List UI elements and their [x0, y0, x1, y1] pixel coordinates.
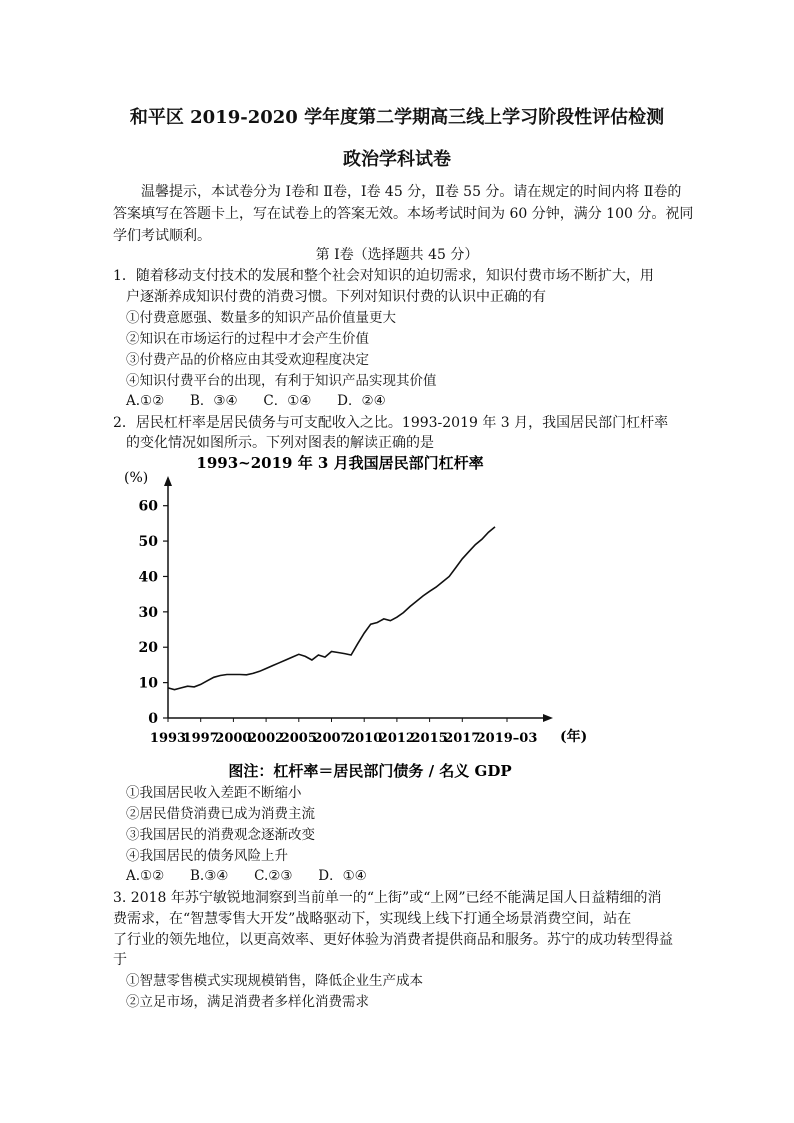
q1-option-1: ①付费意愿强、数量多的知识产品价值量更大 — [126, 310, 396, 326]
q2-option-2: ②居民借贷消费已成为消费主流 — [126, 806, 315, 822]
page-title: 和平区 2019-2020 学年度第二学期高三线上学习阶段性评估检测 — [129, 107, 665, 128]
y-tick-label: 40 — [138, 569, 158, 586]
q3-stem-line-1: 3. 2018 年苏宁敏锐地洞察到当前单一的“上街”或“上网”已经不能满足国人日益精细的消 — [113, 890, 662, 906]
intro-line-3: 学们考试顺利。 — [113, 228, 211, 244]
x-axis-arrow — [543, 714, 553, 722]
q2-option-4: ④我国居民的债务风险上升 — [126, 848, 288, 864]
x-tick-label: 1993 — [149, 731, 187, 746]
q3-option-2: ②立足市场，满足消费者多样化消费需求 — [126, 994, 369, 1010]
q1-option-3: ③付费产品的价格应由其受欢迎程度决定 — [126, 352, 369, 368]
q1-stem-line-1: 1．随着移动支付技术的发展和整个社会对知识的迫切需求，知识付费市场不断扩大，用 — [113, 268, 654, 284]
q2-answer-choices: A.①② B.③④ C.②③ D．①④ — [126, 868, 367, 884]
x-tick-label: 2007 — [313, 731, 350, 746]
leverage-line-chart — [120, 448, 600, 788]
chart-x-ticks — [150, 718, 537, 746]
y-tick-label: 50 — [138, 534, 158, 551]
y-axis-arrow — [164, 476, 172, 486]
q2-option-1: ①我国居民收入差距不断缩小 — [126, 785, 302, 801]
x-tick-label: 2015 — [411, 731, 448, 746]
q2-stem-line-1: 2．居民杠杆率是居民债务与可支配收入之比。1993-2019 年 3 月，我国居民部门杠杆率 — [113, 415, 669, 431]
chart-x-unit: (年) — [560, 729, 588, 745]
q2-stem-line-2: 的变化情况如图所示。下列对图表的解读正确的是 — [126, 435, 434, 451]
q1-answer-choices: A.①② B．③④ C．①④ D．②④ — [126, 393, 386, 409]
y-tick-label: 10 — [138, 675, 158, 692]
chart-title: 1993~2019 年 3 月我国居民部门杠杆率 — [196, 454, 484, 472]
intro-line-1: 温馨提示，本试卷分为 Ⅰ卷和 Ⅱ卷，Ⅰ卷 45 分，Ⅱ卷 55 分。请在规定的时间内将 Ⅱ卷的 — [141, 184, 682, 200]
series-line-leverage — [168, 527, 495, 690]
page-subtitle: 政治学科试卷 — [343, 149, 451, 170]
x-tick-label: 2017 — [444, 731, 481, 746]
q1-option-4: ④知识付费平台的出现，有利于知识产品实现其价值 — [126, 373, 437, 389]
chart-y-ticks — [139, 499, 168, 727]
q3-option-1: ①智慧零售模式实现规模销售，降低企业生产成本 — [126, 973, 423, 989]
chart-y-unit: (%) — [124, 470, 149, 486]
y-tick-label: 20 — [138, 640, 158, 657]
chart-footnote: 图注：杠杆率＝居民部门债务 / 名义 GDP — [228, 762, 512, 780]
y-tick-label: 30 — [138, 604, 158, 621]
intro-line-2: 答案填写在答题卡上，写在试卷上的答案无效。本场考试时间为 60 分钟，满分 100 分。祝同 — [113, 206, 694, 222]
x-tick-label: 2012 — [378, 731, 415, 746]
x-tick-label: 2005 — [280, 731, 317, 746]
y-tick-label: 0 — [148, 711, 158, 727]
x-tick-label: 2002 — [248, 731, 285, 746]
x-tick-label: 2000 — [215, 731, 252, 746]
x-tick-label: 2019–03 — [476, 731, 538, 746]
q3-stem-line-3: 了行业的领先地位，以更高效率、更好体验为消费者提供商品和服务。苏宁的成功转型得益 — [113, 932, 673, 948]
chart-axes — [164, 476, 553, 722]
q3-stem-line-4: 于 — [113, 952, 127, 968]
q2-option-3: ③我国居民的消费观念逐渐改变 — [126, 827, 315, 843]
q1-stem-line-2: 户逐渐养成知识付费的消费习惯。下列对知识付费的认识中正确的有 — [126, 289, 546, 305]
x-tick-label: 2010 — [346, 731, 383, 746]
q1-option-2: ②知识在市场运行的过程中才会产生价值 — [126, 331, 369, 347]
q3-stem-line-2: 费需求，在“智慧零售大开发”战略驱动下，实现线上线下打通全场景消费空间，站在 — [113, 911, 632, 927]
x-tick-label: 1997 — [182, 731, 219, 746]
section-heading: 第 Ⅰ卷（选择题共 45 分） — [315, 247, 479, 263]
y-tick-label: 60 — [138, 498, 158, 515]
